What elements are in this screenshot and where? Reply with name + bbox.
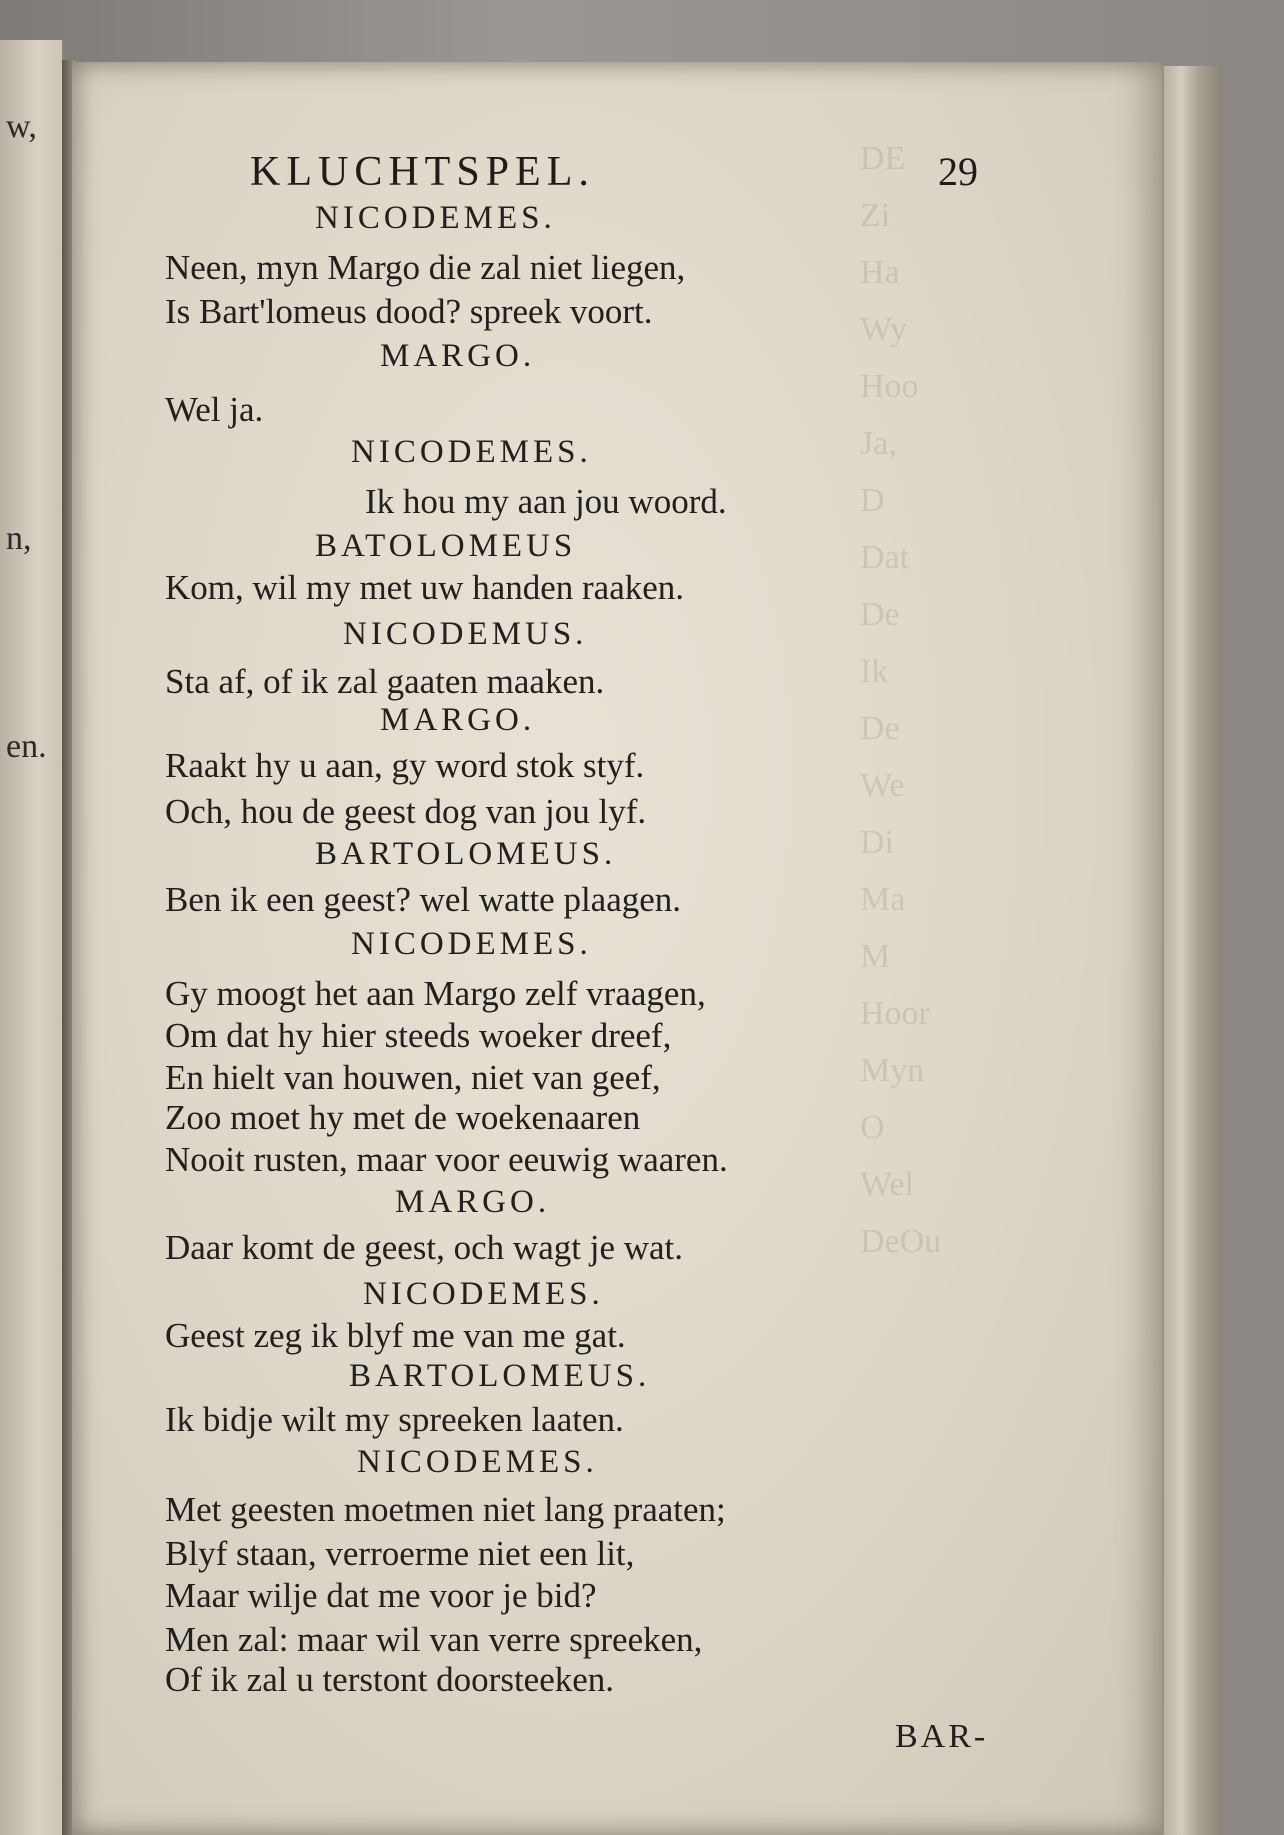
verse-line: Men zal: maar wil van verre spreeken, bbox=[165, 1620, 703, 1659]
show-through-fragment: Hoo bbox=[860, 368, 919, 405]
verse-line: Gy moogt het aan Margo zelf vraagen, bbox=[165, 974, 706, 1013]
verse-line: Och, hou de geest dog van jou lyf. bbox=[165, 792, 647, 831]
show-through-fragment: We bbox=[860, 767, 905, 804]
left-page-fragment: en. bbox=[6, 728, 47, 765]
show-through-fragment: Ja, bbox=[860, 425, 897, 462]
show-through-fragment: Di bbox=[860, 824, 894, 861]
show-through-fragment: Ik bbox=[860, 653, 889, 690]
show-through-fragment: Ma bbox=[860, 881, 906, 918]
running-title: KLUCHTSPEL. bbox=[250, 149, 595, 195]
verse-line: Is Bart'lomeus dood? spreek voort. bbox=[165, 292, 653, 331]
verse-line: Nooit rusten, maar voor eeuwig waaren. bbox=[165, 1140, 728, 1179]
speaker-name: NICODEMES. bbox=[315, 200, 556, 236]
page-header bbox=[250, 148, 1224, 198]
show-through-fragment: Ha bbox=[860, 254, 900, 291]
speaker-name: NICODEMES. bbox=[363, 1276, 604, 1312]
show-through-fragment: Myn bbox=[860, 1052, 925, 1089]
verse-line: Of ik zal u terstont doorsteeken. bbox=[165, 1660, 615, 1699]
speaker-name: NICODEMES. bbox=[357, 1444, 598, 1480]
speaker-name: NICODEMUS. bbox=[343, 616, 588, 652]
left-page-fragment: n, bbox=[6, 520, 32, 557]
speaker-name: MARGO. bbox=[395, 1184, 551, 1220]
speaker-name: MARGO. bbox=[380, 338, 536, 374]
show-through-fragment: Dat bbox=[860, 539, 910, 576]
page-edges bbox=[1162, 66, 1222, 1835]
left-page-fragment: w, bbox=[6, 108, 37, 145]
show-through-fragment: D bbox=[860, 482, 885, 519]
speaker-name: NICODEMES. bbox=[351, 926, 592, 962]
verse-line: Neen, myn Margo die zal niet liegen, bbox=[165, 248, 686, 287]
verse-line: Om dat hy hier steeds woeker dreef, bbox=[165, 1016, 672, 1055]
catchword: BAR- bbox=[895, 1718, 989, 1755]
show-through-fragment: Hoor bbox=[860, 995, 930, 1032]
show-through-fragment: Wy bbox=[860, 311, 908, 348]
verse-line: Maar wilje dat me voor je bid? bbox=[165, 1576, 597, 1615]
show-through-fragment: M bbox=[860, 938, 891, 975]
verse-line: Geest zeg ik blyf me van me gat. bbox=[165, 1316, 626, 1355]
show-through-fragment: Wel bbox=[860, 1166, 914, 1203]
speaker-name: BARTOLOMEUS. bbox=[349, 1358, 651, 1394]
show-through-fragment: DeOu bbox=[860, 1223, 942, 1260]
verse-line: En hielt van houwen, niet van geef, bbox=[165, 1058, 661, 1097]
show-through-fragment: De bbox=[860, 710, 900, 747]
left-page bbox=[0, 40, 64, 1835]
verse-line: Sta af, of ik zal gaaten maaken. bbox=[165, 662, 605, 701]
show-through-fragment: DE bbox=[860, 140, 906, 177]
speaker-name: BATOLOMEUS bbox=[315, 528, 577, 564]
verse-line: Zoo moet hy met de woekenaaren bbox=[165, 1098, 641, 1137]
verse-line: Wel ja. bbox=[165, 390, 264, 429]
verse-line: Ik bidje wilt my spreeken laaten. bbox=[165, 1400, 624, 1439]
verse-line: Kom, wil my met uw handen raaken. bbox=[165, 568, 685, 607]
show-through-fragment: Zi bbox=[860, 197, 891, 234]
verse-line: Daar komt de geest, och wagt je wat. bbox=[165, 1228, 684, 1267]
verse-line: Ik hou my aan jou woord. bbox=[365, 482, 727, 521]
verse-line: Ben ik een geest? wel watte plaagen. bbox=[165, 880, 682, 919]
verse-line: Blyf staan, verroerme niet een lit, bbox=[165, 1534, 635, 1573]
speaker-name: BARTOLOMEUS. bbox=[315, 836, 617, 872]
verse-line: Met geesten moetmen niet lang praaten; bbox=[165, 1490, 726, 1529]
speaker-name: NICODEMES. bbox=[351, 434, 592, 470]
show-through-text bbox=[860, 130, 1160, 1830]
page-number: 29 bbox=[938, 149, 978, 194]
speaker-name: MARGO. bbox=[380, 702, 536, 738]
show-through-fragment: O bbox=[860, 1109, 885, 1146]
verse-line: Raakt hy u aan, gy word stok styf. bbox=[165, 746, 645, 785]
show-through-fragment: De bbox=[860, 596, 900, 633]
